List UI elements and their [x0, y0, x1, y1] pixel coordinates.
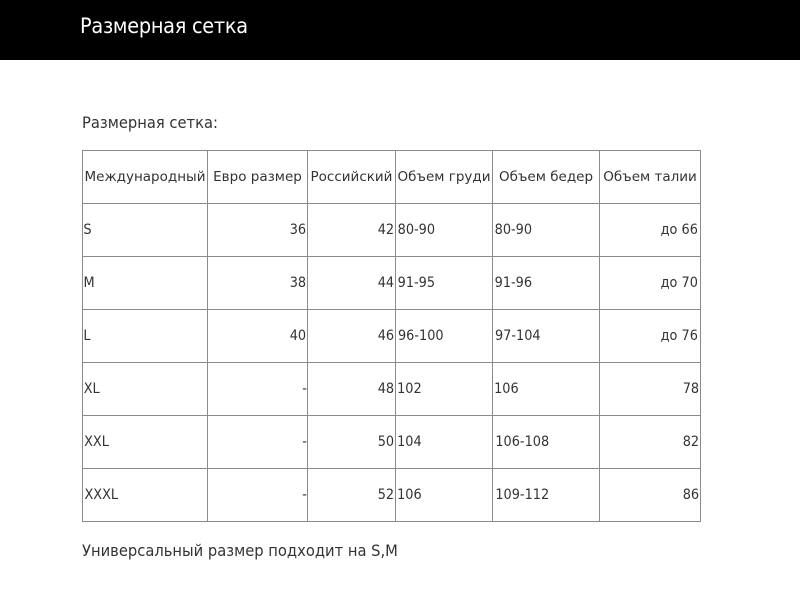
cell-international: XL [83, 381, 100, 397]
cell-hips: 91-96 [494, 275, 533, 291]
column-header-waist: Объем талии [600, 151, 701, 204]
cell-russian-size: 46 [377, 328, 395, 344]
column-header-russian-size: Российский [308, 151, 396, 204]
header-bar [0, 0, 800, 60]
table-header-row [83, 151, 701, 204]
cell-euro-size: - [302, 434, 307, 450]
column-header-chest: Объем груди [396, 151, 493, 204]
cell-euro-size: - [302, 381, 307, 397]
page-title: Размерная сетка [80, 14, 248, 38]
table-row [83, 310, 701, 363]
footer-note: Универсальный размер подходит на S,M [82, 541, 398, 560]
table-row [83, 416, 701, 469]
table-row [83, 363, 701, 416]
cell-waist: до 70 [661, 275, 699, 291]
cell-waist: до 76 [661, 328, 699, 344]
section-label: Размерная сетка: [82, 113, 219, 132]
column-header-hips: Объем бедер [493, 151, 600, 204]
cell-international: XXXL [84, 487, 119, 503]
cell-chest: 106 [397, 487, 422, 503]
cell-waist: 78 [682, 381, 700, 397]
cell-euro-size: 40 [289, 328, 307, 344]
cell-international: L [83, 328, 91, 344]
cell-russian-size: 44 [377, 275, 395, 291]
cell-chest: 91-95 [397, 275, 436, 291]
cell-chest: 104 [397, 434, 422, 450]
cell-chest: 96-100 [397, 328, 444, 344]
cell-euro-size: 36 [289, 222, 307, 238]
cell-international: XXL [84, 434, 109, 450]
cell-international: M [83, 275, 95, 291]
cell-russian-size: 52 [377, 487, 395, 503]
table-row [83, 469, 701, 522]
cell-waist: 86 [682, 487, 700, 503]
column-header-international: Международный [83, 151, 208, 204]
cell-russian-size: 42 [377, 222, 395, 238]
cell-russian-size: 50 [377, 434, 395, 450]
cell-international: S [83, 222, 92, 238]
size-chart-table [82, 150, 701, 522]
cell-chest: 102 [397, 381, 422, 397]
cell-hips: 106-108 [495, 434, 550, 450]
cell-chest: 80-90 [397, 222, 436, 238]
column-header-euro-size: Евро размер [208, 151, 308, 204]
cell-hips: 97-104 [494, 328, 541, 344]
cell-russian-size: 48 [377, 381, 395, 397]
table-row [83, 257, 701, 310]
cell-euro-size: - [302, 487, 307, 503]
table-row [83, 204, 701, 257]
cell-hips: 109-112 [495, 487, 550, 503]
cell-hips: 106 [494, 381, 519, 397]
cell-hips: 80-90 [494, 222, 533, 238]
cell-waist: 82 [682, 434, 700, 450]
cell-waist: до 66 [661, 222, 699, 238]
cell-euro-size: 38 [289, 275, 307, 291]
